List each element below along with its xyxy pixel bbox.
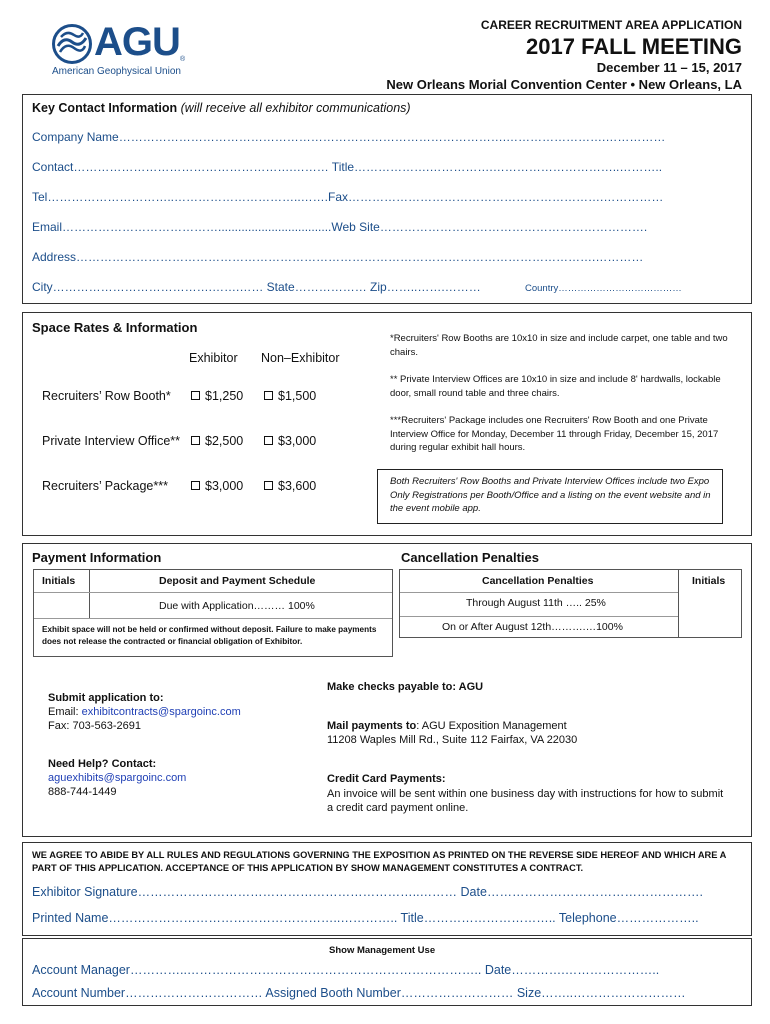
rate-row-label: Recruiters’ Package*** [42,479,168,493]
exhibitor-booth-option[interactable] [191,389,243,403]
company-name-field[interactable]: Company Name…………………………………………………………………………………….…………………….…………… [32,130,666,144]
agreement-section [22,842,752,936]
form-kicker: CAREER RECRUITMENT AREA APPLICATION [480,18,742,32]
submit-fax: Fax: 703-563-2691 [48,720,141,732]
exhibitor-package-option[interactable] [191,479,243,493]
footnote-package: ***Recruiters' Package includes one Recruiters' Row Booth and one Private Interview Office for Monday, December 11 through Friday, December 15, 2017 during regular exhibit hall hours. [390,415,719,453]
help-phone: 888-744-1449 [48,786,117,798]
col-non-exhibitor: Non–Exhibitor [261,351,340,365]
price: $1,500 [278,389,317,403]
payment-table [33,569,393,657]
divider [89,570,90,618]
contact-title-field[interactable]: Contact……………………………………………….……… Title……………….…………….…………………………..……….. [32,160,663,174]
payment-section [22,543,752,837]
account-manager-field[interactable]: Account Manager…………..…………………………………………………………….. Date………….………………….. [32,963,660,977]
cancellation-initials-cell[interactable] [681,594,739,636]
col-schedule: Deposit and Payment Schedule [159,575,316,587]
submit-email-link[interactable]: exhibitcontracts@spargoinc.com [81,706,241,718]
tel-fax-field[interactable]: Tel…………………………..…………………………..…….Fax……………………………………………………….…………… [32,190,664,204]
col-penalties: Cancellation Penalties [482,575,594,587]
price: $1,250 [205,389,244,403]
agreement-text: WE AGREE TO ABIDE BY ALL RULES AND REGULATIONS GOVERNING THE EXPOSITION AS PRINTED ON THE REVERSE SIDE HEREOF AND WHICH ARE A PART OF THIS APPLICATION. ACCEPTANCE OF THIS APPLICATION BY SHOW MANAGEMENT CONSTITUTES A CONTRACT. [32,850,727,873]
non-exhibitor-office-option[interactable] [264,434,316,448]
city-state-zip-field[interactable]: City………………………………….…….…… State……………… Zip……..…….……… [32,280,481,294]
mail-label: Mail payments to [327,720,417,732]
non-exhibitor-package-option[interactable] [264,479,316,493]
checkbox-icon[interactable] [191,391,200,400]
penalty-row: Through August 11th ….. 25% [466,597,606,609]
divider [34,592,392,593]
contact-heading-note: (will receive all exhibitor communications) [180,101,411,115]
space-section [22,312,752,536]
logo-subtitle: American Geophysical Union [52,66,181,77]
checkbox-icon[interactable] [264,391,273,400]
contact-heading [32,101,411,115]
col-initials: Initials [42,575,76,587]
mail-address: 11208 Waples Mill Rd., Suite 112 Fairfax, VA 22030 [327,734,578,746]
address-field[interactable]: Address………………………………………………………………………………………………………………….………… [32,250,644,264]
due-with-application: Due with Application……… 100% [159,600,315,612]
show-management-heading: Show Management Use [329,945,436,956]
divider [400,616,678,617]
divider [678,570,679,637]
logo-registered: ® [180,56,186,63]
event-dates: December 11 – 15, 2017 [596,60,742,75]
checkbox-icon[interactable] [264,436,273,445]
contact-section [22,94,752,304]
logo [52,22,192,78]
help-label: Need Help? Contact: [48,758,157,770]
price: $3,000 [278,434,317,448]
signature-date-field[interactable]: Exhibitor Signature…………………………………………………………..……… Date……………………………………………. [32,885,703,899]
page-title: 2017 FALL MEETING [526,34,742,59]
account-number-field[interactable]: Account Number…………………………… Assigned Booth Number……………………… Size……..……………………… [32,986,686,1000]
price: $2,500 [205,434,244,448]
email-website-field[interactable]: Email…………………………………..................................Web Site…………………………………………………………. [32,220,648,234]
footnote-booth: *Recruiters' Row Booths are 10x10 in size and include carpet, one table and two chairs. [390,333,728,358]
cancellation-heading: Cancellation Penalties [401,550,539,565]
agu-globe-icon [52,24,92,64]
contact-heading-label: Key Contact Information [32,101,178,115]
mail-payments [327,720,567,732]
credit-card-text: An invoice will be sent within one business day with instructions for how to submit a credit card payment online. [327,788,724,814]
event-venue: New Orleans Morial Convention Center • New Orleans, LA [386,77,742,92]
price: $3,600 [278,479,317,493]
col-exhibitor: Exhibitor [189,351,238,365]
checkbox-icon[interactable] [191,481,200,490]
included-callout-text: Both Recruiters' Row Booths and Private Interview Offices include two Expo Only Registrations per Booth/Office and a listing on the event website and in the event mobile app. [390,476,711,514]
mail-text: : AGU Exposition Management [416,720,567,732]
show-management-section [22,938,752,1006]
payment-initials-cell[interactable] [36,594,86,616]
submit-email [48,706,241,718]
checkbox-icon[interactable] [264,481,273,490]
submit-label: Submit application to: [48,692,164,704]
exhibitor-office-option[interactable] [191,434,243,448]
footnote-office: ** Private Interview Offices are 10x10 in size and include 8' hardwalls, lockable door, small round table and three chairs. [390,374,721,399]
divider [400,592,678,593]
divider [34,618,392,619]
checks-payable: Make checks payable to: AGU [327,681,484,693]
logo-wordmark: AGU [94,20,180,64]
payment-heading: Payment Information [32,550,162,565]
credit-card-label: Credit Card Payments: [327,773,446,785]
name-title-phone-field[interactable]: Printed Name………………………………………………..………….. Title………………………….. Telephone……………….. [32,911,699,925]
non-exhibitor-booth-option[interactable] [264,389,316,403]
rate-row-label: Recruiters’ Row Booth* [42,389,171,403]
rate-row-label: Private Interview Office** [42,434,181,448]
col-initials: Initials [692,575,726,587]
cancellation-table [399,569,742,638]
space-heading: Space Rates & Information [32,320,198,335]
help-email-link[interactable]: aguexhibits@spargoinc.com [48,772,187,784]
deposit-warning: Exhibit space will not be held or confirmed without deposit. Failure to make payments does not release the contracted or financial obligation of Exhibitor. [42,625,377,646]
penalty-row: On or After August 12th……….…100% [442,621,623,633]
checkbox-icon[interactable] [191,436,200,445]
submit-email-label: Email: [48,706,82,718]
price: $3,000 [205,479,244,493]
included-callout [377,469,723,524]
country-field[interactable]: Country………………………………… [525,283,682,294]
